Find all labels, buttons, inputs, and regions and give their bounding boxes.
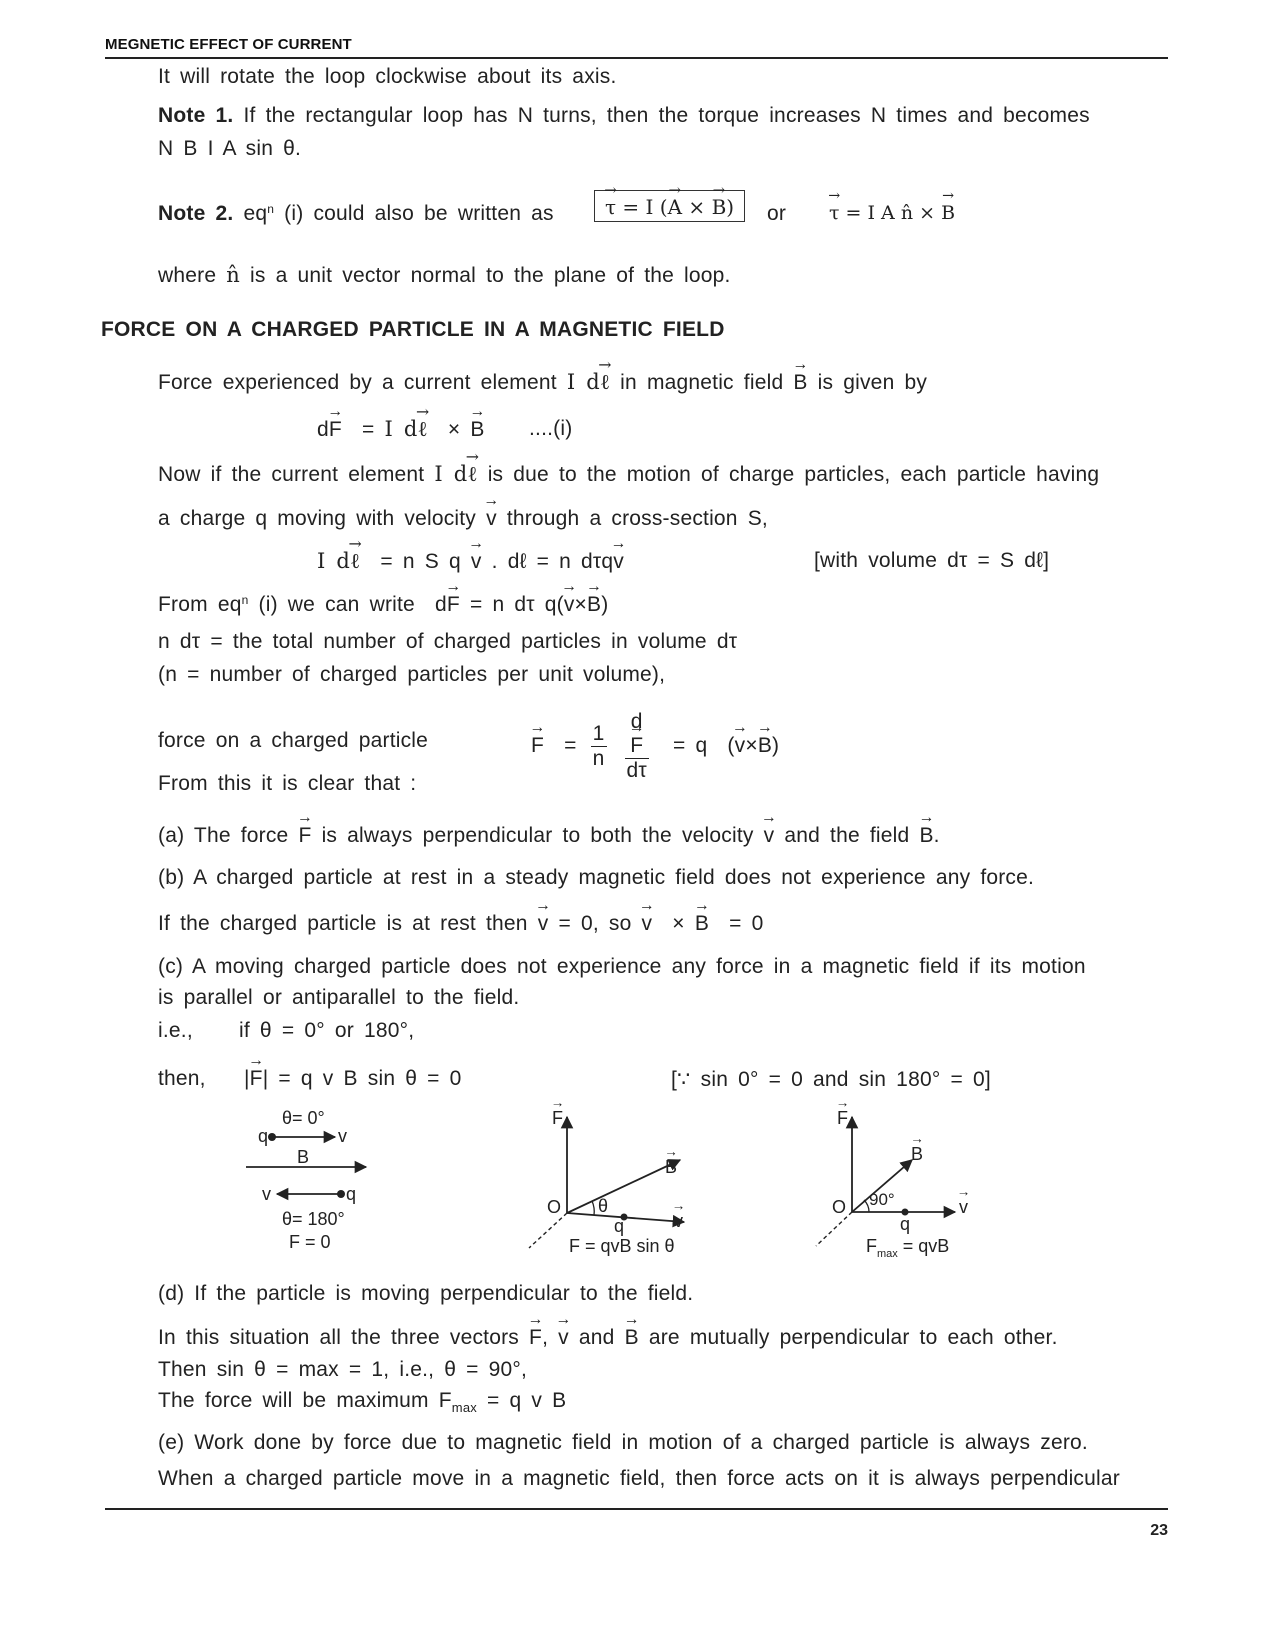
point-a: (a) The force → F is always perpendicular to both the velocity → v and the field → B. — [158, 824, 940, 848]
nhat-symbol: n̂ — [226, 263, 240, 287]
torque-formula-alt: → τ = I A n̂ × → B — [829, 202, 955, 224]
d2-v-text: → v — [674, 1211, 683, 1232]
d2-field-vector — [567, 1160, 680, 1213]
d2-q-label: q — [614, 1216, 625, 1236]
p2-a: Now if the current element — [158, 463, 425, 486]
point-d4-sub: max — [451, 1400, 477, 1415]
section-title: FORCE ON A CHARGED PARTICLE IN A MAGNETIC FIELD — [101, 318, 725, 341]
point-b: (b) A charged particle at rest in a steady magnetic field does not experience any force. — [158, 866, 1035, 889]
intro-line: It will rotate the loop clockwise about its axis. — [158, 65, 617, 88]
d3-caption-F: F — [866, 1236, 877, 1256]
d2-angle-arc — [592, 1201, 594, 1215]
d2-F-label — [552, 1108, 563, 1129]
page-number: 23 — [1150, 1522, 1168, 1539]
point-c-because: [∵ sin 0° = 0 and sin 180° = 0] — [671, 1068, 991, 1091]
or-word: or — [767, 202, 787, 225]
p1-c: is given by — [817, 371, 928, 394]
p3-b: through a cross-section S, — [506, 507, 768, 530]
point-b2-a: If the charged particle is at rest then — [158, 912, 528, 935]
d3-caption-tail: = qvB — [897, 1236, 950, 1256]
d2-caption: F = qvB sin θ — [569, 1236, 675, 1256]
point-d2-c: are mutually perpendicular to each other. — [648, 1326, 1058, 1349]
d1-theta0: θ= 0° — [282, 1108, 325, 1128]
d2-v-label — [674, 1211, 683, 1232]
point-d-3: Then sin θ = max = 1, i.e., θ = 90°, — [158, 1358, 528, 1381]
point-d-4 — [158, 1389, 566, 1415]
footer-rule — [105, 1508, 1168, 1510]
point-e-1: (e) Work done by force due to magnetic field in motion of a charged particle is always zero. — [158, 1431, 1088, 1454]
field-symbol-2: → B — [919, 824, 933, 848]
point-a-1: (a) The force — [158, 824, 289, 847]
point-c-if: if θ = 0° or 180°, — [239, 1019, 415, 1042]
d3-v-label — [959, 1197, 968, 1218]
d2-dashed-axis — [529, 1213, 567, 1248]
d3-caption-sub: max — [877, 1248, 898, 1260]
note1-text: If the rectangular loop has N turns, then the torque increases N times and becomes — [243, 104, 1090, 127]
field-symbol: → B — [793, 371, 807, 395]
point-c-1: (c) A moving charged particle does not experience any force in a magnetic field if its motion — [158, 955, 1086, 978]
diagram-angle — [529, 1117, 684, 1248]
d1-q-bot: q — [346, 1184, 357, 1204]
d3-B-label — [911, 1144, 923, 1165]
point-d-2: In this situation all the three vectors → F, → v and → B are mutually perpendicular to each other. — [158, 1326, 1058, 1350]
point-d2-b: and — [578, 1326, 615, 1349]
d3-caption — [866, 1236, 949, 1260]
d2-F-text: → F — [552, 1108, 563, 1129]
point-d4-a: The force will be maximum F — [158, 1389, 452, 1412]
d3-B-text: → B — [911, 1144, 923, 1165]
p4-b: (i) we can write — [258, 593, 415, 616]
note2-text: (i) could also be written as — [284, 202, 554, 225]
p7-line: force on a charged particle — [158, 729, 429, 752]
p4-line: From $eq^n$ (i) we can write d→ F = n dτ q(→ v×→ B) — [158, 593, 608, 617]
p4-sup: n — [241, 593, 249, 607]
point-c-2: is parallel or antiparallel to the field. — [158, 986, 520, 1009]
d3-F-label — [837, 1108, 848, 1129]
d3-v-text: → v — [959, 1197, 968, 1218]
diagram-perpendicular — [816, 1117, 955, 1246]
torque-formula-box: → τ = I (→ A × → B) — [594, 190, 745, 222]
note2-eq-word: eq — [243, 202, 268, 225]
p3-a: a charge q moving with velocity — [158, 507, 477, 530]
point-c-eq-tail: | = q v B sin θ = 0 — [262, 1067, 462, 1090]
d1-v-bot: v — [262, 1184, 271, 1204]
point-a-3: and the field — [784, 824, 910, 847]
d3-angle-label: 90° — [869, 1190, 895, 1209]
velocity-symbol-2: → v — [764, 824, 775, 848]
d1-q-top: q — [258, 1126, 269, 1146]
current-element-symbol-2: I d→ ℓ — [434, 462, 477, 486]
point-c-ie: i.e., — [158, 1019, 193, 1042]
equation-1: d→ F = I d→ ℓ × → B — [317, 417, 485, 442]
point-a-2: is always perpendicular to both the velocity — [321, 824, 754, 847]
current-element-symbol: I d→ ℓ — [567, 370, 610, 394]
note1-label: Note 1. — [158, 104, 234, 127]
d1-theta180: θ= 180° — [282, 1209, 345, 1229]
note1-line2: N B I A sin θ. — [158, 137, 302, 160]
note2-label: Note 2. — [158, 202, 234, 225]
velocity-symbol: → v — [486, 507, 497, 531]
p1-a: Force experienced by a current element — [158, 371, 557, 394]
equation-2-note: [with volume dτ = S dℓ] — [814, 549, 1050, 572]
running-header: MEGNETIC EFFECT OF CURRENT — [105, 36, 352, 53]
d3-q-label: q — [900, 1214, 911, 1234]
p2-b: is due to the motion of charge particles, each particle having — [487, 463, 1100, 486]
d3-F-text: → F — [837, 1108, 848, 1129]
p1-b: in magnetic field — [620, 371, 784, 394]
d2-B-text: → B — [665, 1157, 677, 1178]
point-c-equation: |→ F| = q v B sin θ = 0 — [244, 1067, 462, 1091]
p5-line: n dτ = the total number of charged particles in volume dτ — [158, 630, 738, 653]
note2-eq-sup: n — [267, 202, 275, 216]
point-b-2: If the charged particle is at rest then → v = 0, so → v × → B = 0 — [158, 912, 763, 936]
p8-line: From this it is clear that : — [158, 772, 417, 795]
where-text: is a unit vector normal to the plane of the loop. — [250, 264, 731, 287]
equation-1-tag: ....(i) — [529, 417, 573, 440]
point-c-then: then, — [158, 1067, 206, 1090]
p6-line: (n = number of charged particles per unit volume), — [158, 663, 666, 686]
force-symbol: → F — [298, 824, 311, 848]
equation-2: I d→ ℓ = n S q → v . dℓ = n dτq→ v — [317, 549, 624, 574]
d2-B-label — [665, 1157, 677, 1178]
point-b2-b: = 0, so — [558, 912, 632, 935]
d1-F0: F = 0 — [289, 1232, 331, 1252]
d2-theta-label: θ — [598, 1196, 609, 1216]
equation-3: → F = $\frac{1}{n}$ d → F dτ = q (→ v×→ B) — [531, 710, 779, 783]
d1-B: B — [297, 1147, 310, 1167]
p4-a: From eq — [158, 593, 242, 616]
diagram-parallel — [246, 1133, 366, 1198]
point-d: (d) If the particle is moving perpendicular to the field. — [158, 1282, 694, 1305]
d3-O-label: O — [832, 1197, 847, 1217]
d2-O-label: O — [547, 1197, 562, 1217]
point-d4-b: = q v B — [487, 1389, 567, 1412]
where-word: where — [158, 264, 217, 287]
d1-v-top: v — [338, 1126, 347, 1146]
point-e-2: When a charged particle move in a magnetic field, then force acts on it is always perpendicular — [158, 1467, 1120, 1490]
point-d2-a: In this situation all the three vectors — [158, 1326, 519, 1349]
